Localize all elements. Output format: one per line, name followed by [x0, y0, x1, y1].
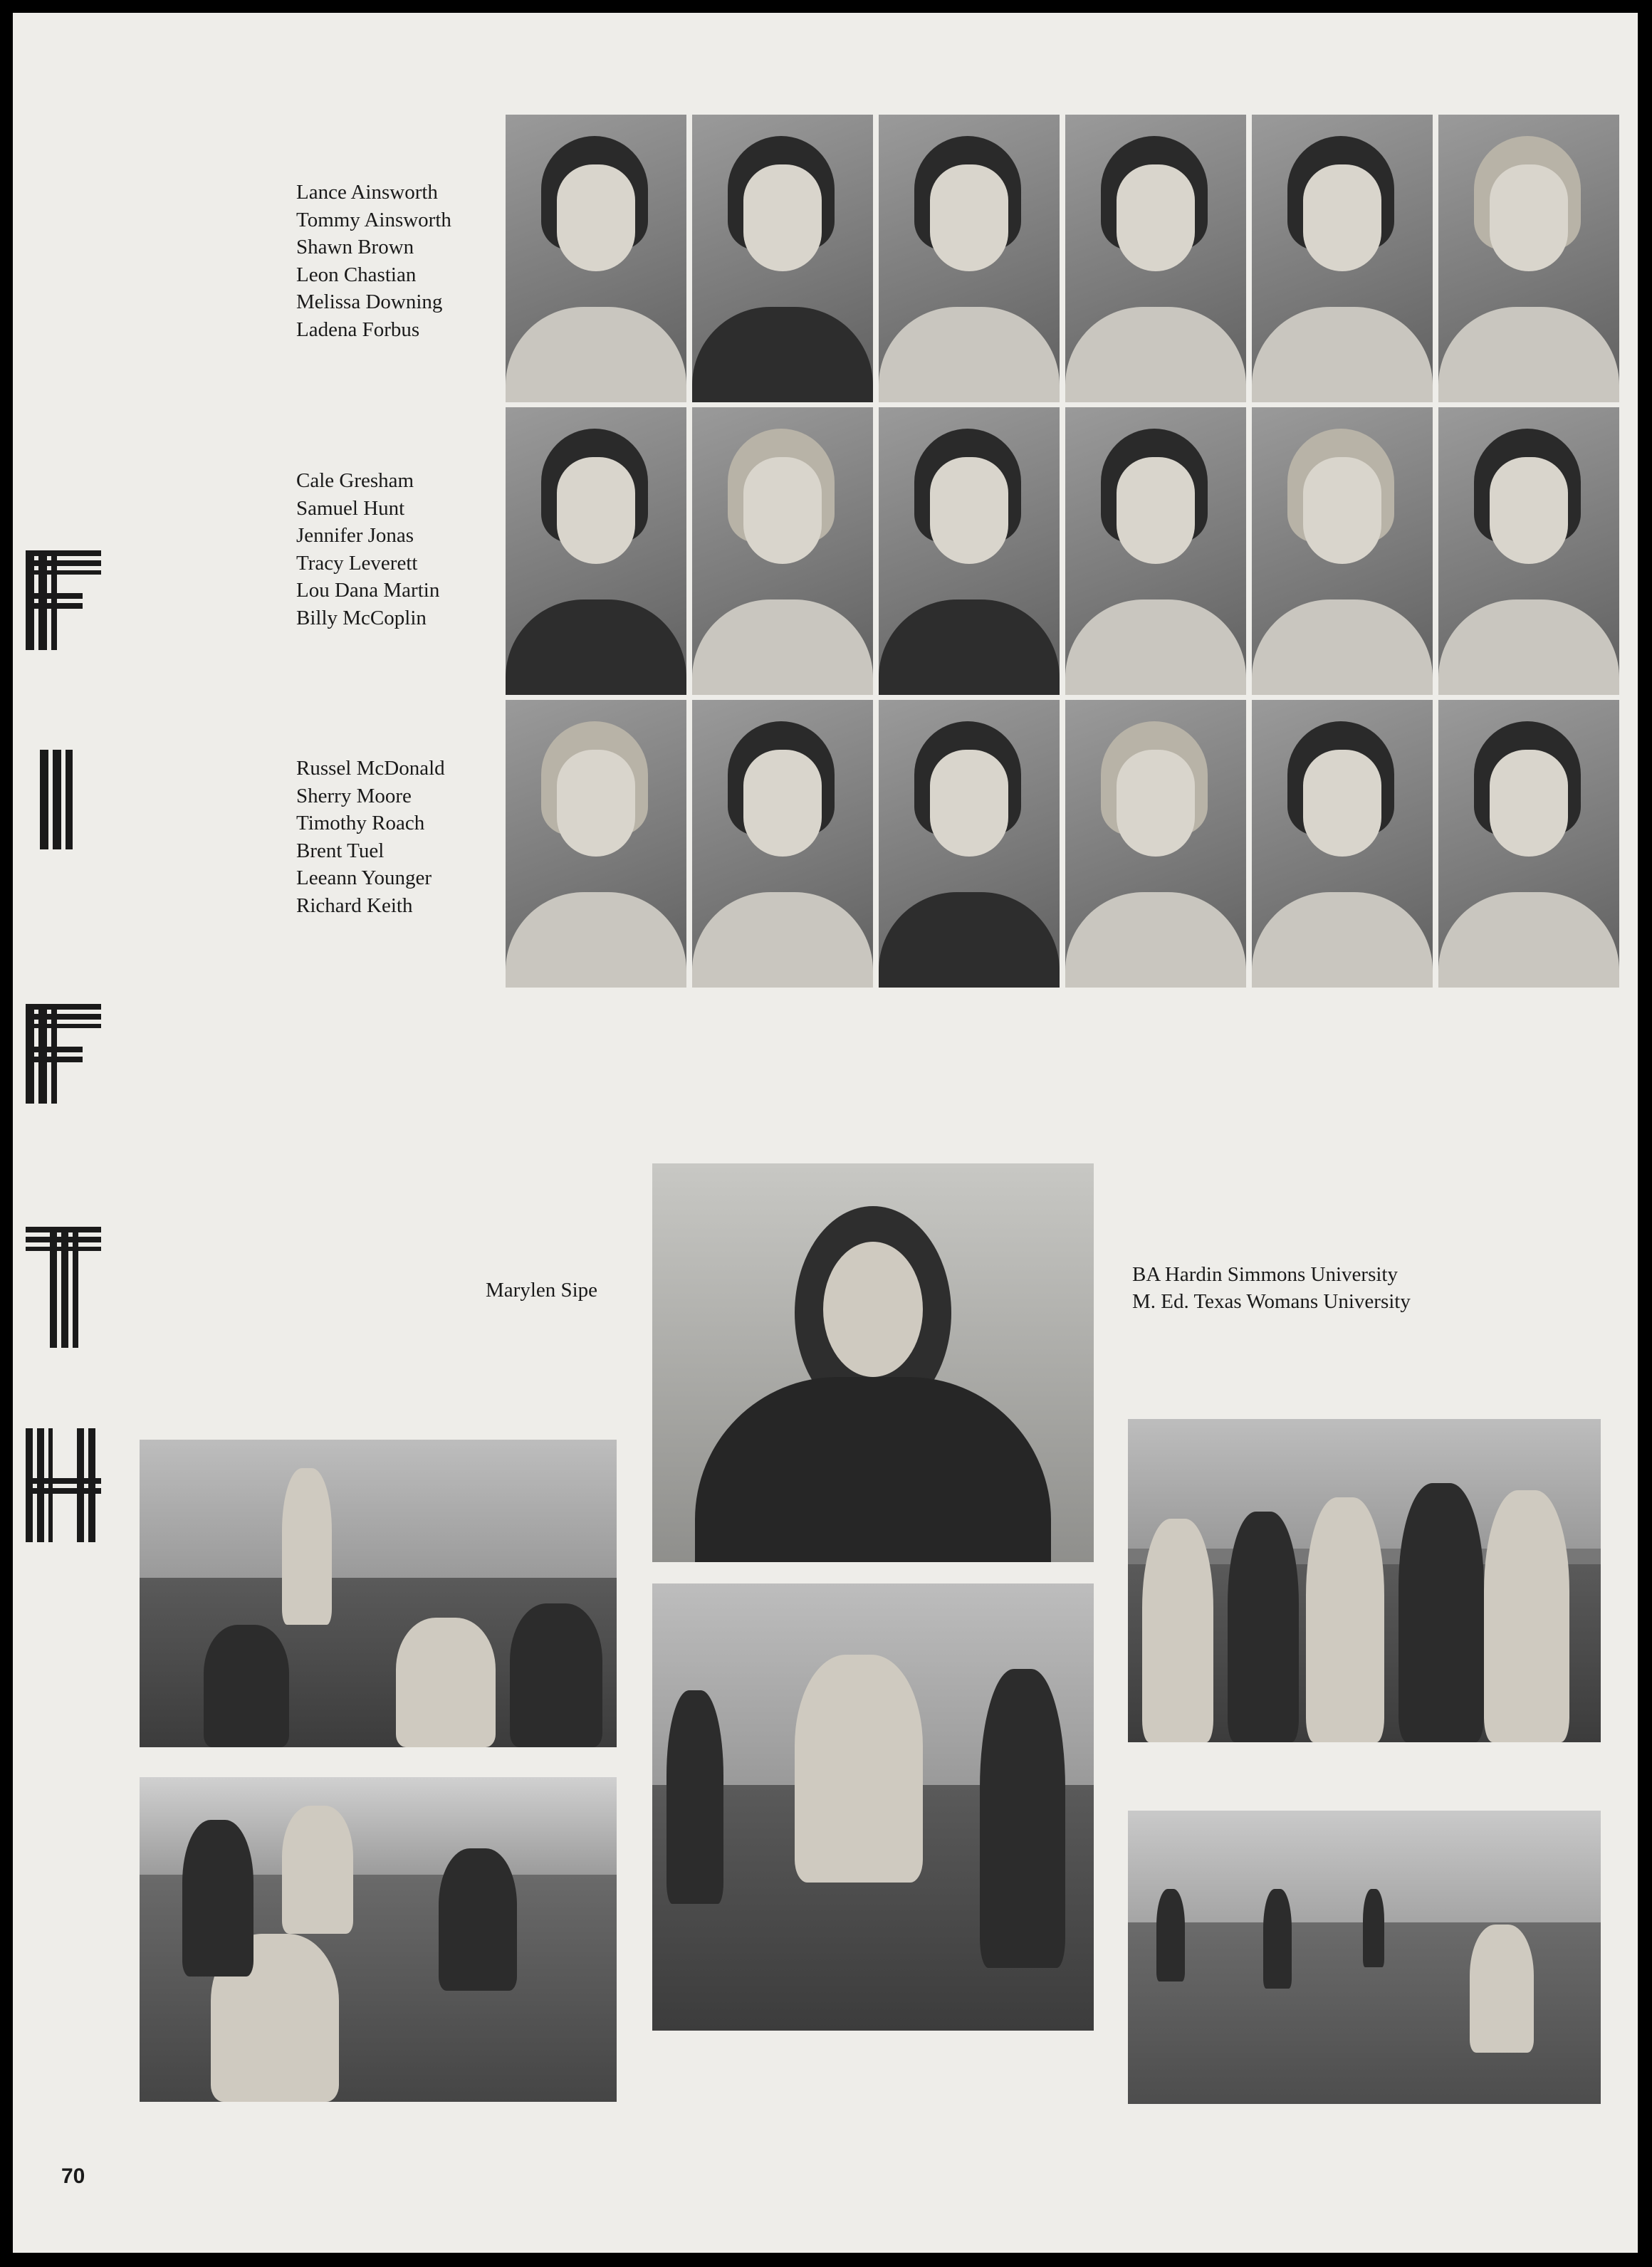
student-portrait — [1252, 700, 1433, 988]
student-portrait — [879, 115, 1060, 402]
student-portrait — [692, 115, 873, 402]
student-portrait — [1438, 407, 1619, 695]
student-name: Shawn Brown — [296, 236, 414, 259]
candid-photo-long-jump — [652, 1583, 1094, 2031]
student-name: Billy McCoplin — [296, 606, 427, 629]
name-list-row-1 — [296, 179, 451, 344]
student-portrait — [506, 407, 686, 695]
student-portrait — [692, 700, 873, 988]
student-name: Leon Chastian — [296, 263, 417, 286]
teacher-photo — [652, 1163, 1094, 1562]
student-portrait — [879, 700, 1060, 988]
title-letter-f2 — [26, 1004, 101, 1104]
student-name: Jennifer Jonas — [296, 524, 414, 548]
name-list-row-2 — [296, 467, 439, 632]
student-name: Lou Dana Martin — [296, 579, 440, 602]
student-portrait — [1252, 115, 1433, 402]
student-name: Melissa Downing — [296, 290, 443, 314]
student-name: Samuel Hunt — [296, 496, 405, 520]
candid-photo-field — [1128, 1811, 1601, 2104]
student-name: Lance Ainsworth — [296, 181, 438, 204]
student-name: Tracy Leverett — [296, 551, 418, 575]
student-portrait — [506, 115, 686, 402]
student-name: Tommy Ainsworth — [296, 208, 451, 231]
title-letter-f1 — [26, 550, 101, 650]
title-letter-t — [26, 1227, 101, 1348]
student-portrait — [692, 407, 873, 695]
student-portrait — [1065, 407, 1246, 695]
title-letter-h — [26, 1428, 101, 1542]
teacher-name: Marylen Sipe — [486, 1279, 598, 1302]
candid-photo-playground — [140, 1440, 617, 1747]
candid-photo-group — [1128, 1419, 1601, 1742]
yearbook-page — [13, 13, 1638, 2253]
student-portrait — [506, 700, 686, 988]
page-number: 70 — [61, 2164, 85, 2188]
name-list-row-3 — [296, 755, 445, 920]
teacher-degree-1: BA Hardin Simmons University — [1132, 1263, 1398, 1286]
student-portrait — [1438, 700, 1619, 988]
student-name: Ladena Forbus — [296, 318, 420, 341]
student-name: Russel McDonald — [296, 757, 445, 780]
teacher-degree-2: M. Ed. Texas Womans University — [1132, 1290, 1411, 1313]
student-portrait — [1065, 115, 1246, 402]
title-letter-i — [26, 750, 101, 849]
student-portrait — [879, 407, 1060, 695]
student-portrait — [1438, 115, 1619, 402]
student-name: Cale Gresham — [296, 469, 414, 492]
candid-photo-classroom — [140, 1777, 617, 2102]
student-portrait — [1252, 407, 1433, 695]
student-name: Timothy Roach — [296, 812, 425, 835]
student-name: Brent Tuel — [296, 839, 385, 862]
student-name: Leeann Younger — [296, 867, 432, 890]
student-name: Sherry Moore — [296, 784, 412, 807]
student-portrait — [1065, 700, 1246, 988]
student-name: Richard Keith — [296, 894, 413, 917]
